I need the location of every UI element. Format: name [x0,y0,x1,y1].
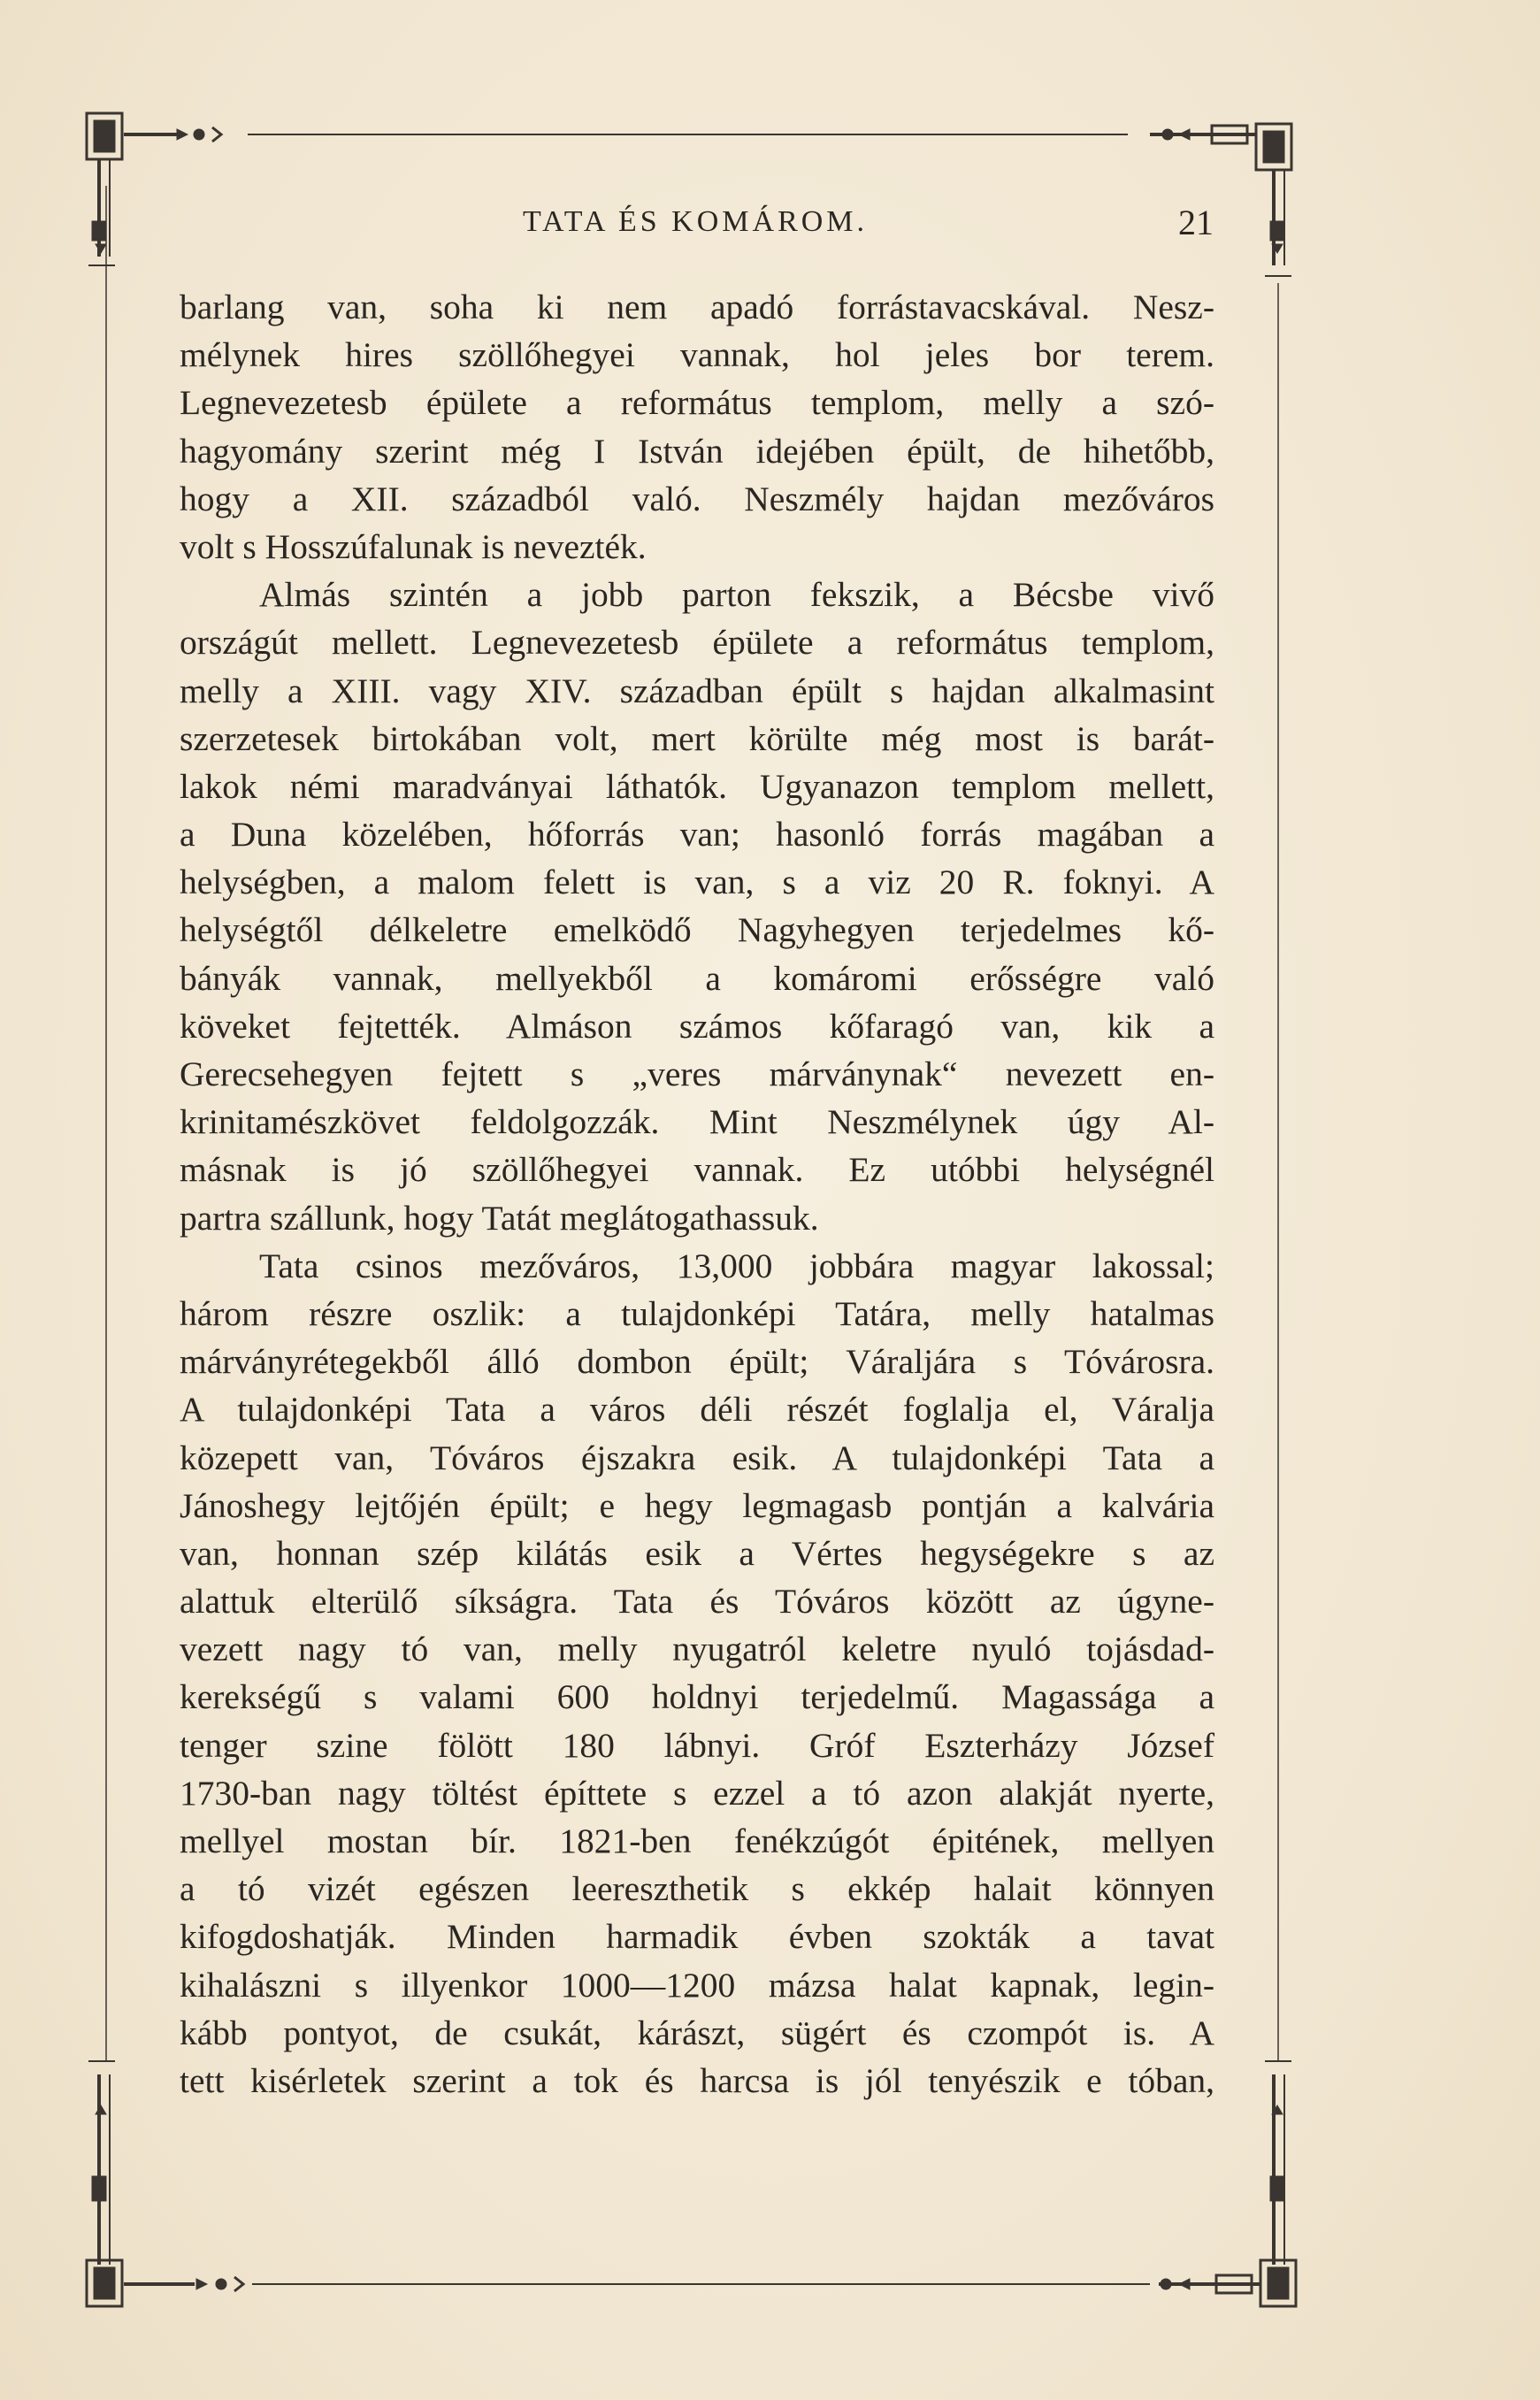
running-head [177,202,1214,246]
corner-ornament-top-right [1150,124,1291,276]
text-line: lakok némi maradványai láthatók. Ugyanazon templom mellett, [180,766,1214,806]
text-line: kifogdoshatják. Minden harmadik évben szokták a tavat [180,1917,1214,1957]
text-line: tett kisérletek szerint a tok és harcsa is jól tenyészik e tóban, [180,2060,1214,2100]
text-line: Jánoshegy lejtőjén épült; e hegy legmagasb pontján a kalvária [180,1485,1214,1525]
body-text [180,283,1214,2105]
text-line: másnak is jó szöllőhegyei vannak. Ez utóbbi helységnél [180,1150,1214,1190]
text-line: vezett nagy tó van, melly nyugatról keletre nyuló tojásdad- [180,1629,1214,1669]
text-line: Almás szintén a jobb parton fekszik, a Bécsbe vivő [259,575,1214,615]
text-line: bányák vannak, mellyekből a komáromi erősségre való [180,958,1214,998]
text-line: partra szállunk, hogy Tatát meglátogathassuk. [180,1198,819,1238]
text-line: Legnevezetesb épülete a református templom, melly a szó- [180,383,1214,423]
text-line: a Duna közelében, hőforrás van; hasonló forrás magában a [180,815,1214,855]
text-line: mellyel mostan bír. 1821-ben fenékzúgót épitének, mellyen [180,1821,1214,1860]
text-line: alattuk elterülő síkságra. Tata és Tóváros között az úgyne- [180,1582,1214,1622]
text-line: Tata csinos mezőváros, 13,000 jobbára magyar lakossal; [259,1246,1214,1285]
text-line: három részre oszlik: a tulajdonképi Tatára, melly hatalmas [180,1293,1214,1333]
text-line: A tulajdonképi Tata a város déli részét foglalja el, Váralja [180,1390,1214,1430]
text-line: hogy a XII. századból való. Neszmély hajdan mezőváros [180,479,1214,518]
text-line: tenger szine fölött 180 lábnyi. Gróf Eszterházy József [180,1725,1214,1765]
page-number: 21 [1178,203,1214,242]
text-line: 1730-ban nagy töltést építtete s ezzel a tó azon alakját nyerte, [180,1773,1214,1813]
text-line: melly a XIII. vagy XIV. században épült s hajdan alkalmasint [180,671,1214,710]
text-line: barlang van, soha ki nem apadó forrástavacskával. Nesz- [180,288,1214,326]
text-line: országút mellett. Legnevezetesb épülete a református templom, [180,623,1214,663]
text-line: Gerecsehegyen fejtett s „veres márványnak“ nevezett en- [180,1054,1214,1093]
text-line: kerekségű s valami 600 holdnyi terjedelmű. Magassága a [180,1677,1214,1717]
text-line: közepett van, Tóváros éjszakra esik. A tulajdonképi Tata a [180,1438,1214,1477]
text-line: mélynek hires szöllőhegyei vannak, hol jeles bor terem. [180,335,1214,375]
text-line: köveket fejtették. Almáson számos kőfaragó van, kik a [180,1006,1214,1046]
text-line: van, honnan szép kilátás esik a Vértes hegységekre s az [180,1533,1214,1573]
page-title: TATA ÉS KOMÁROM. [522,205,869,238]
text-line: kább pontyot, de csukát, kárászt, sügért és czompót is. A [180,2013,1214,2052]
text-line: krinitamészkövet feldolgozzák. Mint Neszmélynek úgy Al- [180,1102,1214,1142]
text-line: volt s Hosszúfalunak is nevezték. [180,526,647,566]
text-line: szerzetesek birtokában volt, mert körülte még most is barát- [180,718,1214,758]
text-line: a tó vizét egészen leereszthetik s ekkép halait könnyen [180,1869,1214,1909]
text-line: helységben, a malom felett is van, s a viz 20 R. foknyi. A [180,863,1214,902]
text-line: márványrétegekből álló dombon épült; Váraljára s Tóvárosra. [180,1342,1214,1382]
text-line: kihalászni s illyenkor 1000—1200 mázsa halat kapnak, legin- [180,1965,1214,2005]
text-line: helységtől délkeletre emelködő Nagyhegyen terjedelmes kő- [180,910,1214,950]
text-line: hagyomány szerint még I István idejében épült, de hihetőbb, [180,431,1214,471]
